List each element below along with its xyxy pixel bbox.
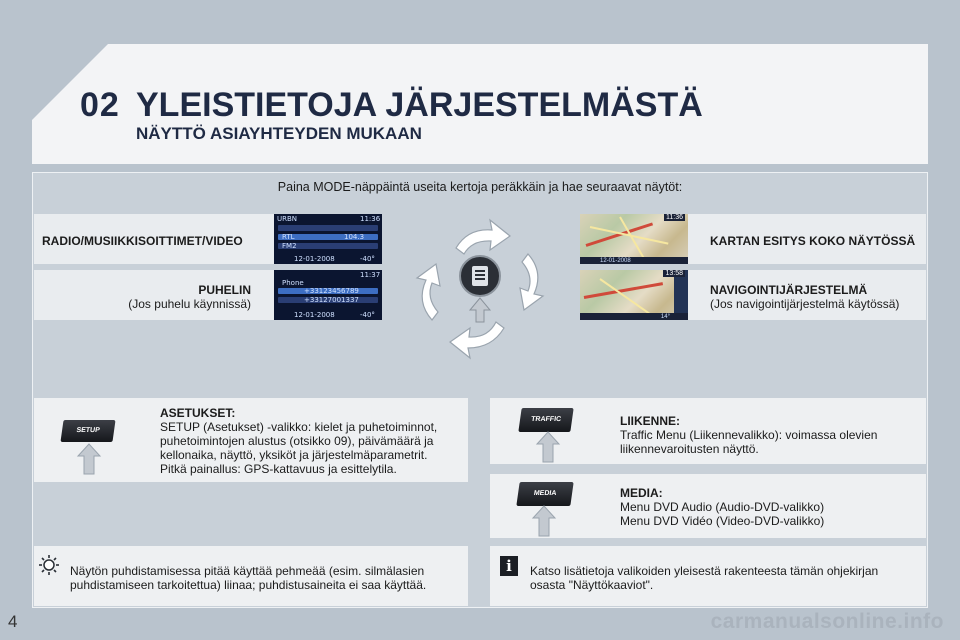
map-status-bar [580, 257, 688, 264]
phone-screen-number: +33123456789 [304, 287, 359, 295]
nav-mode-note: (Jos navigointijärjestelmä käytössä) [710, 297, 900, 311]
mode-icon [472, 266, 488, 286]
page-number: 4 [8, 612, 18, 631]
phone-screen-date: 12-01-2008 [294, 311, 335, 319]
radio-screen-date: 12-01-2008 [294, 255, 335, 263]
traffic-line: liikennevaroitusten näyttö. [620, 442, 759, 456]
media-text [620, 486, 920, 528]
media-line: Menu DVD Vidéo (Video-DVD-valikko) [620, 514, 825, 528]
radio-screen-station: RTL [282, 233, 295, 241]
cleaning-note-text [70, 564, 426, 592]
radio-screen-frequency: 104.3 [344, 233, 365, 241]
nav-status-bar [580, 313, 688, 320]
phone-mode-note: (Jos puhelu käynnissä) [128, 297, 251, 311]
map-screen-thumbnail [580, 214, 688, 264]
page-title: YLEISTIETOJA JÄRJESTELMÄSTÄ [136, 86, 703, 124]
map-screen-time: 11:36 [666, 214, 683, 221]
traffic-title: LIIKENNE: [620, 414, 680, 428]
radio-screen-label: URBN [277, 215, 298, 223]
traffic-line: Traffic Menu (Liikennevalikko): voimassa olevien [620, 428, 878, 442]
nav-mode-title: NAVIGOINTIJÄRJESTELMÄ [710, 283, 868, 297]
watermark: carmanualsonline.info [710, 610, 944, 633]
chapter-number: 02 [80, 86, 120, 124]
nav-screen-thumbnail [580, 270, 688, 320]
media-line: Menu DVD Audio (Audio-DVD-valikko) [620, 500, 825, 514]
cleaning-note-line: puhdistamiseen tarkoitettua) liinaa; puhdistusaineita ei saa käyttää. [70, 578, 427, 592]
phone-screen-time: 11:37 [360, 271, 381, 279]
info-note-line: Katso lisätietoja valikoiden yleisestä rakenteesta tämän ohjekirjan [530, 564, 879, 578]
cleaning-note-line: Näytön puhdistamisessa pitää käyttää pehmeää (esim. silmälasien [70, 564, 425, 578]
page-subtitle: NÄYTTÖ ASIAYHTEYDEN MUKAAN [136, 124, 422, 143]
intro-text: Paina MODE-näppäintä useita kertoja peräkkäin ja hae seuraavat näytöt: [277, 180, 683, 194]
radio-screen-band: FM2 [282, 242, 297, 250]
traffic-text [620, 414, 920, 456]
cycle-arrow-left [417, 264, 440, 320]
cycle-arrow-top [456, 220, 510, 254]
setup-line: puhetoimintojen alustus (otsikko 09), päivämäärä ja [160, 434, 434, 448]
cycle-arrow-right [520, 254, 543, 310]
map-screen-date: 12-01-2008 [600, 258, 631, 264]
mode-cycle-diagram [396, 210, 564, 360]
media-press-arrow-icon [531, 504, 557, 538]
radio-screen-thumbnail [274, 214, 382, 264]
setup-text [160, 406, 460, 476]
mode-press-arrow [470, 298, 490, 322]
map-road [599, 278, 649, 314]
phone-screen-number-2: +33127001337 [304, 296, 359, 304]
radio-mode-title: RADIO/MUSIIKKISOITTIMET/VIDEO [42, 234, 243, 248]
info-note-text [530, 564, 878, 592]
map-road [586, 222, 654, 246]
radio-screen-temp: -40° [360, 255, 375, 263]
media-button[interactable]: MEDIA [516, 482, 573, 506]
setup-line: SETUP (Asetukset) -valikko: kielet ja puhetoiminnot, [160, 420, 438, 434]
cycle-arrow-bottom [450, 322, 504, 358]
info-note-line: osasta "Näyttökaaviot". [530, 578, 654, 592]
sun-icon [38, 554, 60, 576]
phone-screen-label: Phone [282, 279, 304, 287]
traffic-press-arrow-icon [535, 430, 561, 464]
setup-line: Pitkä painallus: GPS-kattavuus ja esittelytila. [160, 462, 397, 476]
nav-screen-time: 13:58 [665, 270, 683, 277]
nav-screen-distance: 14° [660, 314, 670, 320]
phone-mode-title: PUHELIN [198, 283, 251, 297]
radio-screen-row [278, 225, 378, 231]
setup-press-arrow-icon [76, 442, 102, 476]
radio-screen-time: 11:36 [360, 215, 381, 223]
phone-screen-thumbnail [274, 270, 382, 320]
map-mode-title: KARTAN ESITYS KOKO NÄYTÖSSÄ [710, 234, 916, 248]
media-title: MEDIA: [620, 486, 663, 500]
info-icon: i [500, 556, 518, 576]
setup-button[interactable]: SETUP [60, 420, 115, 442]
setup-line: kellonaika, näyttö, yksiköt ja järjestelmäparametrit. [160, 448, 428, 462]
phone-screen-temp: -40° [360, 311, 375, 319]
setup-title: ASETUKSET: [160, 406, 236, 420]
traffic-button[interactable]: TRAFFIC [518, 408, 573, 432]
